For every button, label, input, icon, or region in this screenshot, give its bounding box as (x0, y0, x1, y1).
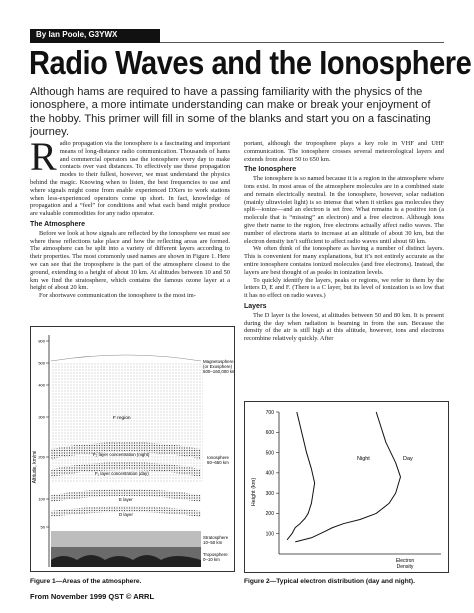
byline: By Ian Poole, G3YWX (36, 30, 118, 39)
figure-2-electron-density (244, 401, 449, 573)
paragraph: Before we look at how signals are reflected by the ionosphere we must see where these reflections take place and how the reflecting areas are formed. The atmosphere can be split into a variety of different layers according to their properties. The most commonly used names are shown in Figure 1. Here we can see that the troposphere is the part of the atmosphere closest to the ground, extending to a height of about 10 km. At altitudes between 10 and 50 km we find the stratosphere, which contains the famous ozone layer at a height of about 20 km. (30, 229, 230, 292)
fig1-tick-label: 800 (38, 338, 45, 344)
exosphere-range: 500–160,000 km (203, 369, 234, 374)
f1-label: F₁ layer concentration (day) (95, 471, 149, 476)
fig2-tick-label: 300 (265, 490, 274, 497)
magnetosphere-label: Magnetosphere (203, 359, 234, 364)
troposphere-range: 0–10 km (203, 557, 220, 562)
article-deck: Although hams are required to have a passing familiarity with the physics of the ionosphere, a more intimate understanding can make or break your enjoyment of the hobby. This primer will fill in some of the blanks and start you on a fascinating journey. (30, 86, 431, 139)
fig2-x-axis-label-1: Electron (395, 558, 415, 564)
series-line-night (287, 412, 315, 540)
intro-paragraph: adio propagation via the ionosphere is a fascinating and important means of long-distance radio communication. Thousands of hams and commercial operators use the ionosphere every day to make contacts over vast distances. To effectively use these propagation modes to their fullest, however, we must understand the physics behind the magic. Knowing when to listen, the best frequencies to use and where signals might come from enable experienced DXers to work stations when less-experienced operators come up short. In fact, knowledge of propagation and a “feel” for conditions and what each band might produce are valuable commodities for any radio operator. (30, 140, 230, 218)
figure-2-caption: Figure 2—Typical electron distribution (day and night). (244, 578, 415, 585)
fig2-x-axis-label-2: Density (396, 564, 414, 570)
fig2-tick-label: 500 (265, 450, 274, 457)
fig2-y-axis-label: Height (km) (251, 477, 257, 507)
paragraph: portant, although the troposphere plays a key role in VHF and UHF communication. The ionosphere crosses several meteorological layers and extends from about 50 to 650 km. (244, 140, 444, 163)
atmosphere-diagram (31, 327, 234, 571)
ionosphere-label: Ionosphere (207, 455, 229, 460)
fig1-tick-label: 200 (38, 454, 45, 460)
series-line-day (295, 412, 400, 542)
byline-bar (30, 29, 160, 43)
section-heading-layers: Layers (244, 302, 267, 310)
fig2-tick-label: 100 (265, 531, 274, 538)
fig2-tick-label: 400 (265, 470, 274, 477)
ionosphere-range: 50–650 km (207, 460, 229, 465)
e-layer-label: E layer (119, 497, 133, 502)
f2-label: F₂ layer concentration (night) (93, 452, 150, 457)
electron-density-chart (245, 402, 448, 572)
byline-rule (160, 42, 444, 43)
fig1-tick-label: 100 (38, 496, 45, 502)
paragraph: The D layer is the lowest, at altitudes between 50 and 80 km. It is present during the day when radiation is beaming in from the sun. Because the density of the air is still high at this altitude, however, ions and electrons recombine relatively quickly. After (244, 311, 444, 343)
f-region-label: F region (113, 416, 131, 421)
page-footer: From November 1999 QST © ARRL (30, 592, 155, 601)
section-heading-atmosphere: The Atmosphere (30, 220, 85, 228)
d-layer-label: D layer (119, 512, 133, 517)
paragraph: We often think of the ionosphere as having a number of distinct layers. This is convenient for many explanations, but it’s not entirely accurate as the entire ionosphere contains ionized molecules (and free electrons). Instead, the layers are best thought of as peaks in ionization levels. (244, 245, 444, 276)
fig2-tick-label: 700 (265, 409, 274, 416)
stratosphere-range: 10–50 km (203, 540, 223, 545)
paragraph: For shortwave communication the ionosphere is the most im- (39, 292, 196, 300)
paragraph: The ionosphere is so named because it is a region in the atmosphere where ions exist. In most areas of the atmosphere molecules are in a combined state and remain electrically neutral. In the ionosphere, however, solar radiation (mainly ultraviolet light) is so intense that when it strikes gas molecules they split—ionize—and an electron is set free. What remains is a positive ion (a molecule that is “missing” an electron) and a free electron. Although ions give their name to the region, free electrons actually affect radio waves. The number of electrons starts to increase at an altitude of about 30 km, but the electron density isn’t sufficient to affect radio waves until about 60 km. (244, 175, 444, 245)
fig1-tick-label: 50 (40, 524, 45, 530)
troposphere-label: Troposphere (203, 552, 228, 557)
figure-1-caption: Figure 1—Areas of the atmosphere. (30, 578, 142, 585)
fig1-y-axis-label: Altitude, km/mi (32, 450, 38, 484)
fig2-tick-label: 600 (265, 430, 274, 437)
article-title: Radio Waves and the Ionosphere (29, 44, 472, 81)
left-column (30, 134, 230, 300)
section-heading-ionosphere: The Ionosphere (244, 166, 297, 174)
day-label: Day (403, 456, 413, 462)
paragraph: To quickly identify the layers, peaks or regions, we refer to them by the letters D, E and F. (There is a C layer, but its level of ionization is so low that it has no effect on radio waves.) (244, 276, 444, 300)
fig1-tick-label: 300 (38, 414, 45, 420)
drop-cap: R (30, 134, 57, 179)
right-column (244, 140, 444, 343)
fig1-tick-label: 500 (38, 360, 45, 366)
fig1-tick-label: 400 (38, 382, 45, 388)
figure-1-atmosphere (30, 326, 235, 572)
night-label: Night (357, 456, 370, 462)
exosphere-label: (or Exosphere) (203, 364, 233, 369)
fig2-tick-label: 200 (265, 511, 274, 518)
stratosphere-label: Stratosphere (203, 535, 229, 540)
